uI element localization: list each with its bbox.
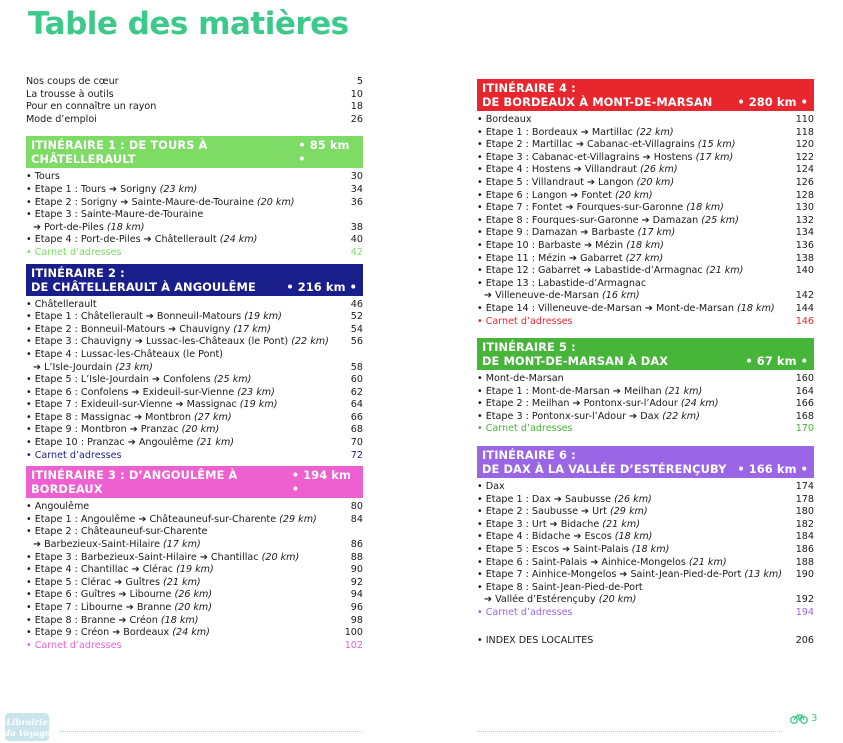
- entry-label: • Étape 7 : Libourne ➔ Branne (20 km): [26, 602, 213, 613]
- entry-label: • Étape 10 : Pranzac ➔ Angoulême (21 km): [26, 437, 235, 449]
- entry-distance: (22 km): [662, 410, 700, 422]
- entry-distance: (19 km): [176, 564, 214, 576]
- entry-distance: (17 km): [637, 227, 676, 239]
- itinerary-2-entry[interactable]: [26, 437, 363, 450]
- entry-page: 10: [350, 88, 363, 100]
- entry-page: 122: [795, 151, 814, 163]
- index-des-localites[interactable]: • INDEX DES LOCALITÉS 206: [477, 634, 814, 646]
- svg-text:Librairie: Librairie: [6, 718, 48, 728]
- entry-page: 56: [350, 336, 363, 348]
- itinerary-2-title-line2: DE CHÂTELLERAULT À ANGOULÊME: [31, 279, 256, 294]
- itinerary-5-entries: [477, 373, 814, 423]
- itinerary-4-entry[interactable]: [477, 265, 814, 278]
- entry-label: • Étape 8 : Massignac ➔ Montbron (27 km): [26, 411, 232, 423]
- page-title: Table des matières: [28, 6, 349, 42]
- itinerary-5-carnet[interactable]: • Carnet d’adresses 170: [477, 423, 814, 435]
- entry-page: 40: [350, 234, 363, 246]
- entry-distance: (20 km): [614, 189, 653, 201]
- entry-label: • Étape 1 : Bordeaux ➔ Martillac (22 km): [477, 126, 674, 138]
- entry-label: • Tours: [26, 171, 60, 183]
- intro-entry[interactable]: [26, 89, 363, 102]
- entry-page: 182: [795, 518, 814, 530]
- intro-entry[interactable]: [26, 101, 363, 114]
- entry-page: 96: [350, 602, 363, 613]
- entry-distance: (17 km): [163, 539, 201, 551]
- entry-label: • Étape 1 : Châtellerault ➔ Bonneuil-Matours (19 km): [26, 311, 282, 323]
- entry-label: • Étape 9 : Montbron ➔ Pranzac (20 km): [26, 424, 220, 436]
- entry-label: • Étape 4 : Chantillac ➔ Clérac (19 km): [26, 564, 214, 576]
- itinerary-2-entry[interactable]: [26, 387, 363, 400]
- itinerary-2-entry[interactable]: [26, 424, 363, 437]
- itinerary-2-entry[interactable]: [26, 399, 363, 412]
- itinerary-6-distance: • 166 km •: [737, 462, 808, 477]
- entry-distance: (26 km): [174, 589, 213, 601]
- entry-label: • Étape 13 : Labastide-d’Armagnac: [477, 277, 647, 289]
- entry-page: 18: [350, 101, 363, 113]
- entry-distance: (22 km): [635, 126, 674, 138]
- itinerary-1-banner[interactable]: [26, 136, 363, 168]
- entry-label: • Étape 4 : Hostens ➔ Villandraut (26 km): [477, 164, 678, 176]
- entry-page: 90: [350, 564, 363, 576]
- entry-label: • Étape 6 : Confolens ➔ Exideuil-sur-Vienne (23 km): [26, 386, 275, 398]
- entry-distance: (20 km): [598, 594, 637, 606]
- itinerary-4-entry[interactable]: [477, 215, 814, 228]
- itinerary-1-entry[interactable]: [26, 234, 363, 247]
- itinerary-5-entry[interactable]: [477, 398, 814, 411]
- itinerary-2-entry[interactable]: [26, 336, 363, 349]
- itinerary-5-entry[interactable]: [477, 411, 814, 424]
- itinerary-6-entry[interactable]: [477, 481, 814, 494]
- entry-label: La trousse à outils: [26, 88, 114, 100]
- entry-page: 178: [795, 493, 814, 505]
- entry-label: • Étape 8 : Saint-Jean-Pied-de-Port: [477, 581, 643, 593]
- entry-distance: (18 km): [106, 221, 145, 233]
- itinerary-3-entry[interactable]: [26, 526, 363, 539]
- entry-distance: (20 km): [174, 602, 213, 613]
- itinerary-1-entry[interactable]: [26, 209, 363, 222]
- entry-label: • Étape 2 : Châteauneuf-sur-Charente: [26, 526, 208, 538]
- itinerary-3-entry[interactable]: [26, 627, 363, 640]
- entry-page: 174: [795, 481, 814, 493]
- entry-label: • Étape 6 : Guîtres ➔ Libourne (26 km): [26, 589, 213, 601]
- entry-page: 120: [795, 139, 814, 151]
- itinerary-1-entry[interactable]: [26, 222, 363, 235]
- entry-label: • Étape 3 : Cabanac-et-Villagrains ➔ Hostens (17 km): [477, 151, 734, 163]
- entry-label: • Étape 8 : Fourques-sur-Garonne ➔ Damazan (25 km): [477, 214, 739, 226]
- entry-page: 66: [350, 411, 363, 423]
- entry-distance: (29 km): [279, 513, 317, 525]
- itinerary-3-carnet[interactable]: • Carnet d’adresses 102: [26, 639, 363, 651]
- itinerary-4-entry[interactable]: [477, 202, 814, 215]
- entry-page: 46: [350, 298, 363, 310]
- itinerary-6-entry[interactable]: [477, 544, 814, 557]
- entry-label: Pour en connaître un rayon: [26, 101, 157, 113]
- entry-distance: (13 km): [744, 569, 782, 581]
- entry-page: 126: [795, 176, 814, 188]
- entry-label: • Étape 3 : Chauvigny ➔ Lussac-les-Châteaux (le Pont) (22 km): [26, 336, 329, 348]
- itinerary-5-distance: • 67 km •: [745, 354, 808, 369]
- entry-label: • Étape 1 : Dax ➔ Saubusse (26 km): [477, 493, 652, 505]
- entry-page: 124: [795, 164, 814, 176]
- entry-label: ➔ L’Isle-Jourdain (23 km): [33, 361, 153, 373]
- itinerary-3-entry[interactable]: [26, 577, 363, 590]
- itinerary-5-title-line1: ITINÉRAIRE 5 :: [482, 340, 576, 355]
- entry-page: 164: [795, 385, 814, 397]
- entry-label: • Étape 7 : Ainhice-Mongelos ➔ Saint-Jean-Pied-de-Port (13 km): [477, 569, 782, 581]
- itinerary-3-entry[interactable]: [26, 501, 363, 514]
- page-number: 3: [790, 712, 817, 724]
- entry-page: 30: [350, 171, 363, 183]
- entry-distance: (18 km): [631, 544, 670, 556]
- entry-distance: (29 km): [609, 506, 648, 518]
- entry-page: 136: [795, 239, 814, 251]
- entry-distance: (20 km): [181, 424, 220, 436]
- itinerary-3-entry[interactable]: [26, 552, 363, 565]
- itinerary-6-title-line1: ITINÉRAIRE 6 :: [482, 448, 576, 463]
- entry-page: 26: [350, 113, 363, 125]
- entry-page: 140: [795, 265, 814, 277]
- footer-divider-right: [477, 731, 782, 732]
- entry-label: • Étape 5 : Villandraut ➔ Langon (20 km): [477, 176, 675, 188]
- entry-label: • Étape 2 : Sorigny ➔ Sainte-Maure-de-Touraine (20 km): [26, 196, 295, 208]
- entry-label: • Étape 5 : L’Isle-Jourdain ➔ Confolens (25 km): [26, 374, 252, 386]
- entry-label: • Étape 2 : Saubusse ➔ Urt (29 km): [477, 506, 648, 518]
- entry-distance: (27 km): [625, 252, 664, 264]
- itinerary-2-entries: [26, 299, 363, 450]
- itinerary-4-entry[interactable]: [477, 177, 814, 190]
- entry-distance: (18 km): [614, 531, 653, 543]
- itinerary-4-distance: • 280 km •: [737, 95, 808, 109]
- itinerary-4-entry[interactable]: [477, 190, 814, 203]
- entry-distance: (20 km): [256, 196, 295, 208]
- itinerary-6-entry[interactable]: [477, 557, 814, 570]
- entry-label: • Étape 7 : Fontet ➔ Fourques-sur-Garonne (18 km): [477, 202, 724, 214]
- entry-label: Nos coups de cœur: [26, 76, 119, 87]
- itinerary-6-entry[interactable]: [477, 594, 814, 607]
- entry-page: 130: [795, 202, 814, 214]
- itinerary-1-entry[interactable]: [26, 171, 363, 184]
- entry-distance: (21 km): [196, 437, 235, 449]
- itinerary-3-title: ITINÉRAIRE 3 : D’ANGOULÊME À BORDEAUX: [31, 468, 238, 497]
- entry-distance: (25 km): [213, 374, 252, 386]
- entry-page: 192: [795, 594, 814, 606]
- entry-distance: (19 km): [239, 399, 278, 411]
- itinerary-5-entry[interactable]: [477, 386, 814, 399]
- entry-distance: (20 km): [261, 551, 300, 563]
- entry-label: ➔ Villeneuve-de-Marsan (16 km): [484, 290, 640, 302]
- entry-label: • Dax: [477, 481, 505, 493]
- itinerary-6-entry[interactable]: [477, 582, 814, 595]
- entry-page: 60: [350, 374, 363, 386]
- entry-page: 186: [795, 544, 814, 556]
- entry-label: • Étape 10 : Barbaste ➔ Mézin (18 km): [477, 239, 664, 251]
- librairie-du-voyage-logo: [4, 712, 50, 742]
- itinerary-5-entry[interactable]: [477, 373, 814, 386]
- itinerary-2-entry[interactable]: [26, 362, 363, 375]
- entry-label: • Bordeaux: [477, 114, 532, 125]
- itinerary-3-entries: [26, 501, 363, 640]
- footer-divider-left: [60, 731, 362, 732]
- entry-distance: (17 km): [695, 151, 734, 163]
- entry-page: 84: [350, 513, 363, 525]
- entry-label: • Étape 2 : Bonneuil-Matours ➔ Chauvigny (17 km): [26, 323, 271, 335]
- entry-distance: (18 km): [737, 302, 775, 314]
- entry-distance: (26 km): [639, 164, 678, 176]
- itinerary-4-entry[interactable]: [477, 227, 814, 240]
- itinerary-3-distance: • 194 km •: [291, 468, 351, 497]
- itinerary-6-entry[interactable]: [477, 506, 814, 519]
- itinerary-3-entry[interactable]: [26, 539, 363, 552]
- entry-label: Mode d’emploi: [26, 113, 97, 125]
- entry-distance: (16 km): [602, 290, 640, 302]
- entry-label: ➔ Barbezieux-Saint-Hilaire (17 km): [33, 539, 201, 551]
- itinerary-1-distance: • 85 km •: [298, 138, 350, 167]
- intro-entry[interactable]: [26, 114, 363, 127]
- itinerary-3-banner[interactable]: [26, 466, 363, 498]
- itinerary-5-banner[interactable]: [477, 338, 814, 370]
- entry-label: • Étape 12 : Gabarret ➔ Labastide-d’Armagnac (21 km): [477, 265, 744, 277]
- entry-distance: (18 km): [160, 614, 199, 626]
- entry-label: • Étape 4 : Port-de-Piles ➔ Châtellerault (24 km): [26, 234, 258, 246]
- itinerary-4-carnet[interactable]: • Carnet d’adresses 146: [477, 315, 814, 327]
- entry-label: • Étape 8 : Branne ➔ Créon (18 km): [26, 614, 199, 626]
- entry-distance: (21 km): [705, 265, 744, 277]
- itinerary-2-entry[interactable]: [26, 412, 363, 425]
- itinerary-1-entry[interactable]: [26, 197, 363, 210]
- entry-page: 98: [350, 614, 363, 626]
- entry-page: 138: [795, 252, 814, 264]
- itinerary-4-entries: [477, 114, 814, 316]
- entry-distance: (24 km): [219, 234, 258, 246]
- intro-list: [26, 76, 363, 132]
- entry-distance: (24 km): [680, 398, 719, 410]
- entry-page: 5: [356, 76, 363, 87]
- itinerary-5-title-line2: DE MONT-DE-MARSAN À DAX: [482, 354, 669, 369]
- entry-distance: (23 km): [237, 386, 275, 398]
- itinerary-4-title-line1: ITINÉRAIRE 4 :: [482, 81, 576, 95]
- itinerary-4-entry[interactable]: [477, 278, 814, 291]
- entry-page: 34: [350, 183, 363, 195]
- entry-page: 188: [795, 556, 814, 568]
- entry-page: 58: [350, 361, 363, 373]
- itinerary-4-entry[interactable]: [477, 164, 814, 177]
- entry-page: 36: [350, 196, 363, 208]
- itinerary-2-distance: • 216 km •: [286, 279, 357, 294]
- entry-page: 184: [795, 531, 814, 543]
- entry-distance: (21 km): [602, 518, 640, 530]
- itinerary-4-entry[interactable]: [477, 290, 814, 303]
- itinerary-2-entry[interactable]: [26, 311, 363, 324]
- itinerary-3-entry[interactable]: [26, 589, 363, 602]
- itinerary-6-entries: [477, 481, 814, 607]
- entry-distance: (21 km): [688, 556, 727, 568]
- entry-page: 64: [350, 399, 363, 411]
- entry-distance: (15 km): [697, 139, 736, 151]
- entry-label: • Étape 9 : Créon ➔ Bordeaux (24 km): [26, 627, 210, 639]
- entry-page: 144: [795, 302, 814, 314]
- entry-page: 100: [344, 627, 363, 639]
- entry-label: • Étape 2 : Meilhan ➔ Pontonx-sur-l’Adour (24 km): [477, 398, 719, 410]
- entry-label: • Étape 2 : Martillac ➔ Cabanac-et-Villagrains (15 km): [477, 139, 736, 151]
- entry-label: • Étape 3 : Barbezieux-Saint-Hilaire ➔ Chantillac (20 km): [26, 551, 300, 563]
- entry-page: 62: [350, 386, 363, 398]
- entry-page: 132: [795, 214, 814, 226]
- entry-label: ➔ Port-de-Piles (18 km): [33, 221, 145, 233]
- itinerary-6-entry[interactable]: [477, 519, 814, 532]
- itinerary-2-entry[interactable]: [26, 324, 363, 337]
- entry-page: 142: [795, 290, 814, 302]
- entry-distance: (25 km): [701, 214, 739, 226]
- itinerary-4-entry[interactable]: [477, 127, 814, 140]
- entry-distance: (19 km): [244, 311, 282, 323]
- entry-label: • Étape 5 : Escos ➔ Saint-Palais (18 km): [477, 544, 670, 556]
- itinerary-6-title-line2: DE DAX À LA VALLÉE D’ESTÉRENÇUBY: [482, 462, 727, 477]
- itinerary-1-title: ITINÉRAIRE 1 : DE TOURS À CHÂTELLERAULT: [31, 138, 208, 167]
- entry-distance: (24 km): [172, 627, 210, 639]
- entry-distance: (21 km): [163, 576, 201, 588]
- itinerary-1-entries: [26, 171, 363, 247]
- entry-distance: (17 km): [233, 323, 271, 335]
- entry-distance: (18 km): [686, 202, 724, 214]
- entry-page: 94: [350, 589, 363, 601]
- entry-label: • Étape 6 : Saint-Palais ➔ Ainhice-Mongelos (21 km): [477, 556, 727, 568]
- entry-label: • Étape 3 : Pontonx-sur-l’Adour ➔ Dax (22 km): [477, 410, 700, 422]
- entry-page: 86: [350, 539, 363, 551]
- itinerary-6-entry[interactable]: [477, 494, 814, 507]
- itinerary-6-banner[interactable]: [477, 446, 814, 478]
- entry-page: 80: [350, 501, 363, 513]
- itinerary-4-banner[interactable]: [477, 79, 814, 111]
- entry-page: 166: [795, 398, 814, 410]
- entry-page: 134: [795, 227, 814, 239]
- itinerary-4-entry[interactable]: [477, 114, 814, 127]
- itinerary-3-entry[interactable]: [26, 564, 363, 577]
- intro-entry[interactable]: [26, 76, 363, 89]
- entry-page: 118: [795, 126, 814, 138]
- entry-label: • Étape 1 : Tours ➔ Sorigny (23 km): [26, 183, 198, 195]
- entry-label: • Étape 6 : Langon ➔ Fontet (20 km): [477, 189, 653, 201]
- entry-distance: (22 km): [291, 336, 329, 348]
- itinerary-1-entry[interactable]: [26, 184, 363, 197]
- entry-label: • Étape 9 : Damazan ➔ Barbaste (17 km): [477, 227, 676, 239]
- itinerary-6-carnet[interactable]: • Carnet d’adresses 194: [477, 607, 814, 618]
- entry-page: 38: [350, 221, 363, 233]
- itinerary-2-entry[interactable]: [26, 374, 363, 387]
- itinerary-3-entry[interactable]: [26, 615, 363, 628]
- entry-page: 88: [350, 551, 363, 563]
- toc-right-column: [477, 79, 814, 647]
- entry-label: • Étape 11 : Mézin ➔ Gabarret (27 km): [477, 252, 664, 264]
- entry-label: • Étape 3 : Urt ➔ Bidache (21 km): [477, 518, 640, 530]
- bicycle-icon: [790, 712, 808, 724]
- entry-label: • Angoulême: [26, 501, 90, 513]
- entry-label: • Étape 1 : Angoulême ➔ Châteauneuf-sur-Charente (29 km): [26, 513, 317, 525]
- entry-label: • Étape 4 : Lussac-les-Châteaux (le Pont): [26, 348, 224, 360]
- entry-page: 160: [795, 373, 814, 385]
- entry-label: • Étape 5 : Clérac ➔ Guîtres (21 km): [26, 576, 201, 588]
- itinerary-3-entry[interactable]: [26, 602, 363, 615]
- itinerary-3-entry[interactable]: [26, 514, 363, 527]
- entry-page: 70: [350, 437, 363, 449]
- entry-distance: (20 km): [636, 176, 675, 188]
- entry-label: ➔ Vallée d’Estérençuby (20 km): [484, 594, 637, 606]
- toc-left-column: [26, 76, 363, 652]
- entry-label: • Étape 4 : Bidache ➔ Escos (18 km): [477, 531, 653, 543]
- entry-label: • Étape 14 : Villeneuve-de-Marsan ➔ Mont-de-Marsan (18 km): [477, 302, 775, 314]
- entry-label: • Châtellerault: [26, 298, 97, 310]
- itinerary-2-title-line1: ITINÉRAIRE 2 :: [31, 265, 125, 280]
- entry-page: 128: [795, 189, 814, 201]
- itinerary-6-entry[interactable]: [477, 569, 814, 582]
- itinerary-2-banner[interactable]: [26, 264, 363, 296]
- entry-page: 68: [350, 424, 363, 436]
- entry-distance: (23 km): [159, 183, 198, 195]
- itinerary-2-entry[interactable]: [26, 349, 363, 362]
- entry-distance: (27 km): [194, 411, 232, 423]
- itinerary-4-title-line2: DE BORDEAUX À MONT-DE-MARSAN: [482, 95, 713, 109]
- itinerary-2-entry[interactable]: [26, 299, 363, 312]
- entry-page: 52: [350, 311, 363, 323]
- itinerary-4-entry[interactable]: [477, 253, 814, 266]
- entry-page: 54: [350, 323, 363, 335]
- itinerary-4-entry[interactable]: [477, 152, 814, 165]
- entry-distance: (18 km): [626, 239, 664, 251]
- entry-page: 180: [795, 506, 814, 518]
- svg-text:du Voyage: du Voyage: [4, 728, 50, 738]
- itinerary-1-carnet[interactable]: • Carnet d’adresses 42: [26, 246, 363, 258]
- entry-distance: (21 km): [664, 385, 703, 397]
- itinerary-4-entry[interactable]: [477, 240, 814, 253]
- entry-distance: (26 km): [614, 493, 652, 505]
- itinerary-2-carnet[interactable]: • Carnet d’adresses 72: [26, 449, 363, 461]
- entry-page: 92: [350, 576, 363, 588]
- entry-page: 190: [795, 569, 814, 581]
- entry-page: 110: [795, 114, 814, 125]
- entry-page: 168: [795, 410, 814, 422]
- entry-label: • Étape 3 : Sainte-Maure-de-Touraine: [26, 209, 204, 221]
- entry-label: • Mont-de-Marsan: [477, 373, 564, 385]
- itinerary-4-entry[interactable]: [477, 139, 814, 152]
- entry-label: • Étape 7 : Exideuil-sur-Vienne ➔ Massignac (19 km): [26, 399, 278, 411]
- entry-label: • Étape 1 : Mont-de-Marsan ➔ Meilhan (21 km): [477, 385, 703, 397]
- itinerary-6-entry[interactable]: [477, 531, 814, 544]
- entry-distance: (23 km): [115, 361, 153, 373]
- itinerary-4-entry[interactable]: [477, 303, 814, 316]
